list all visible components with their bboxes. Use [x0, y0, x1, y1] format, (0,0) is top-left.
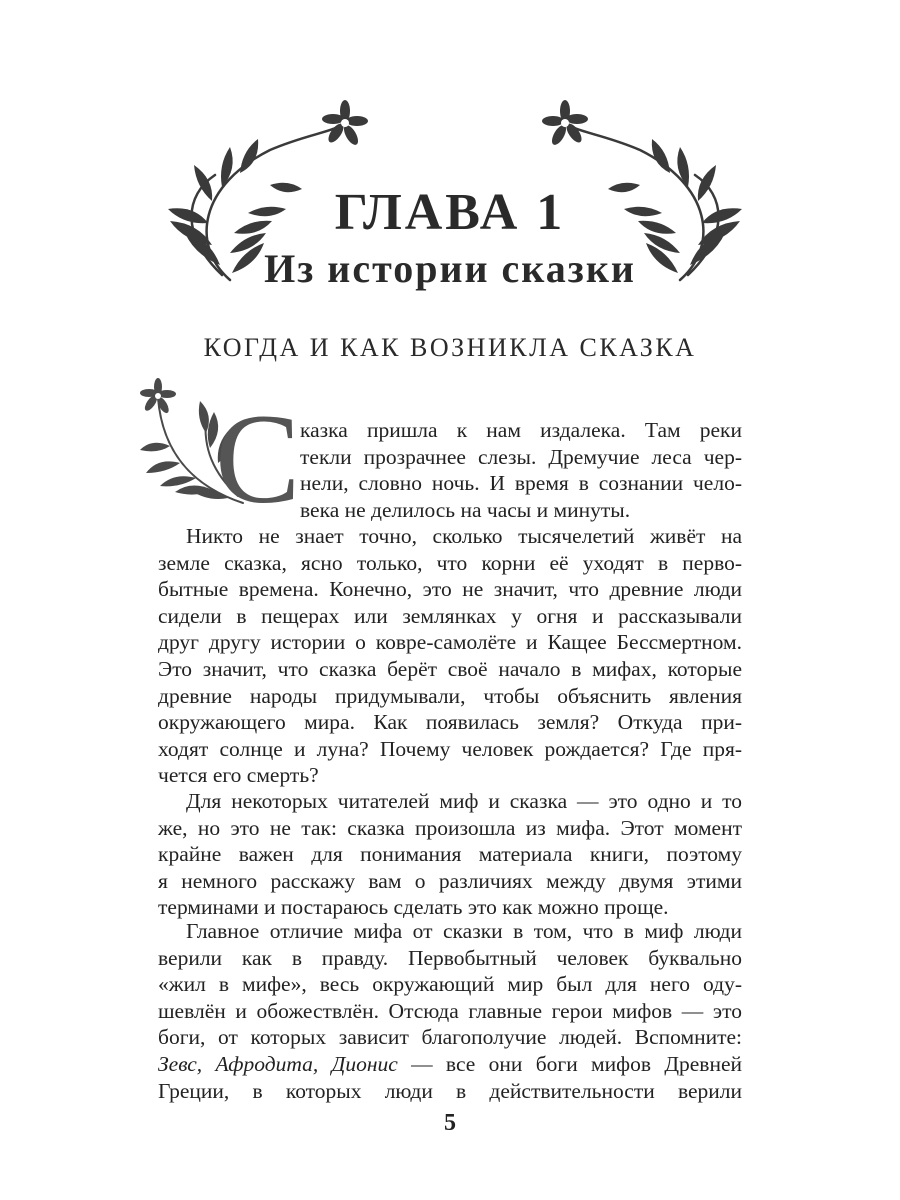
page-number: 5	[444, 1110, 456, 1136]
paragraph-line: земле сказка, ясно только, что корни её уходят в перво-	[158, 550, 742, 575]
paragraph-line: древние народы придумывали, чтобы объяснить явления	[158, 683, 742, 708]
paragraph-3	[158, 788, 742, 921]
paragraph-line: сидели в пещерах или землянках у огня и рассказывали	[158, 603, 742, 628]
paragraph-line: Никто не знает точно, сколько тысячелетий живёт на	[186, 524, 742, 548]
paragraph-line: я немного расскажу вам о различиях между двумя этими	[158, 868, 742, 893]
paragraph-line-mixed	[158, 1051, 742, 1078]
paragraph-line: шевлён и обожествлён. Отсюда главные герои мифов — это	[158, 998, 742, 1023]
paragraph-line: боги, от которых зависит благополучие людей. Вспомните:	[158, 1025, 742, 1050]
paragraph-line: же, но это не так: сказка произошла из мифа. Этот момент	[158, 815, 742, 840]
paragraph-line: чется его смерть?	[158, 763, 319, 788]
paragraph-line-tail: — все они боги мифов Древней	[397, 1051, 742, 1076]
paragraph-line: Главное отличие мифа от сказки в том, что в миф люди	[186, 919, 742, 943]
paragraph-line: верили как в правду. Первобытный человек буквально	[158, 945, 742, 970]
paragraph-line: бытные времена. Конечно, это не значит, что древние люди	[158, 577, 742, 602]
paragraph-line: крайне важен для понимания материала книги, поэтому	[158, 842, 742, 867]
paragraph-line: «жил в мифе», весь окружающий мир был для него оду-	[158, 972, 742, 997]
paragraph-2	[158, 523, 742, 789]
italic-gods-names: Зевс, Афродита, Дионис	[158, 1051, 398, 1076]
section-heading: КОГДА И КАК ВОЗНИКЛА СКАЗКА	[203, 333, 697, 362]
paragraph-line: Это значит, что сказка берёт своё начало в мифах, которые	[158, 656, 742, 681]
paragraph-line: Греции, в которых люди в действительности верили	[158, 1078, 742, 1103]
first-paragraph-line: нели, словно ночь. И время в сознании чело-	[300, 471, 742, 496]
chapter-title: Из истории сказки	[264, 246, 636, 291]
paragraph-line: ходят солнце и луна? Почему человек рождается? Где пря-	[158, 736, 742, 761]
paragraph-line: Для некоторых читателей миф и сказка — это одно и то	[186, 789, 742, 813]
paragraph-line: терминами и постараюсь сделать это как можно проще.	[158, 895, 669, 920]
first-paragraph-line: казка пришла к нам издалека. Там реки	[300, 418, 742, 442]
first-paragraph-line: текли прозрачнее слезы. Дремучие леса чер-	[300, 444, 742, 469]
paragraph-line: окружающего мира. Как появилась земля? Откуда при-	[158, 710, 742, 735]
dropcap-letter: С	[215, 388, 301, 530]
first-paragraph-line: века не делилось на часы и минуты.	[300, 497, 631, 522]
paragraph-4	[158, 918, 742, 1104]
paragraph-line: друг другу истории о ковре-самолёте и Кащее Бессмертном.	[158, 630, 742, 655]
first-paragraph	[300, 417, 742, 523]
chapter-label: ГЛАВА 1	[334, 184, 566, 241]
